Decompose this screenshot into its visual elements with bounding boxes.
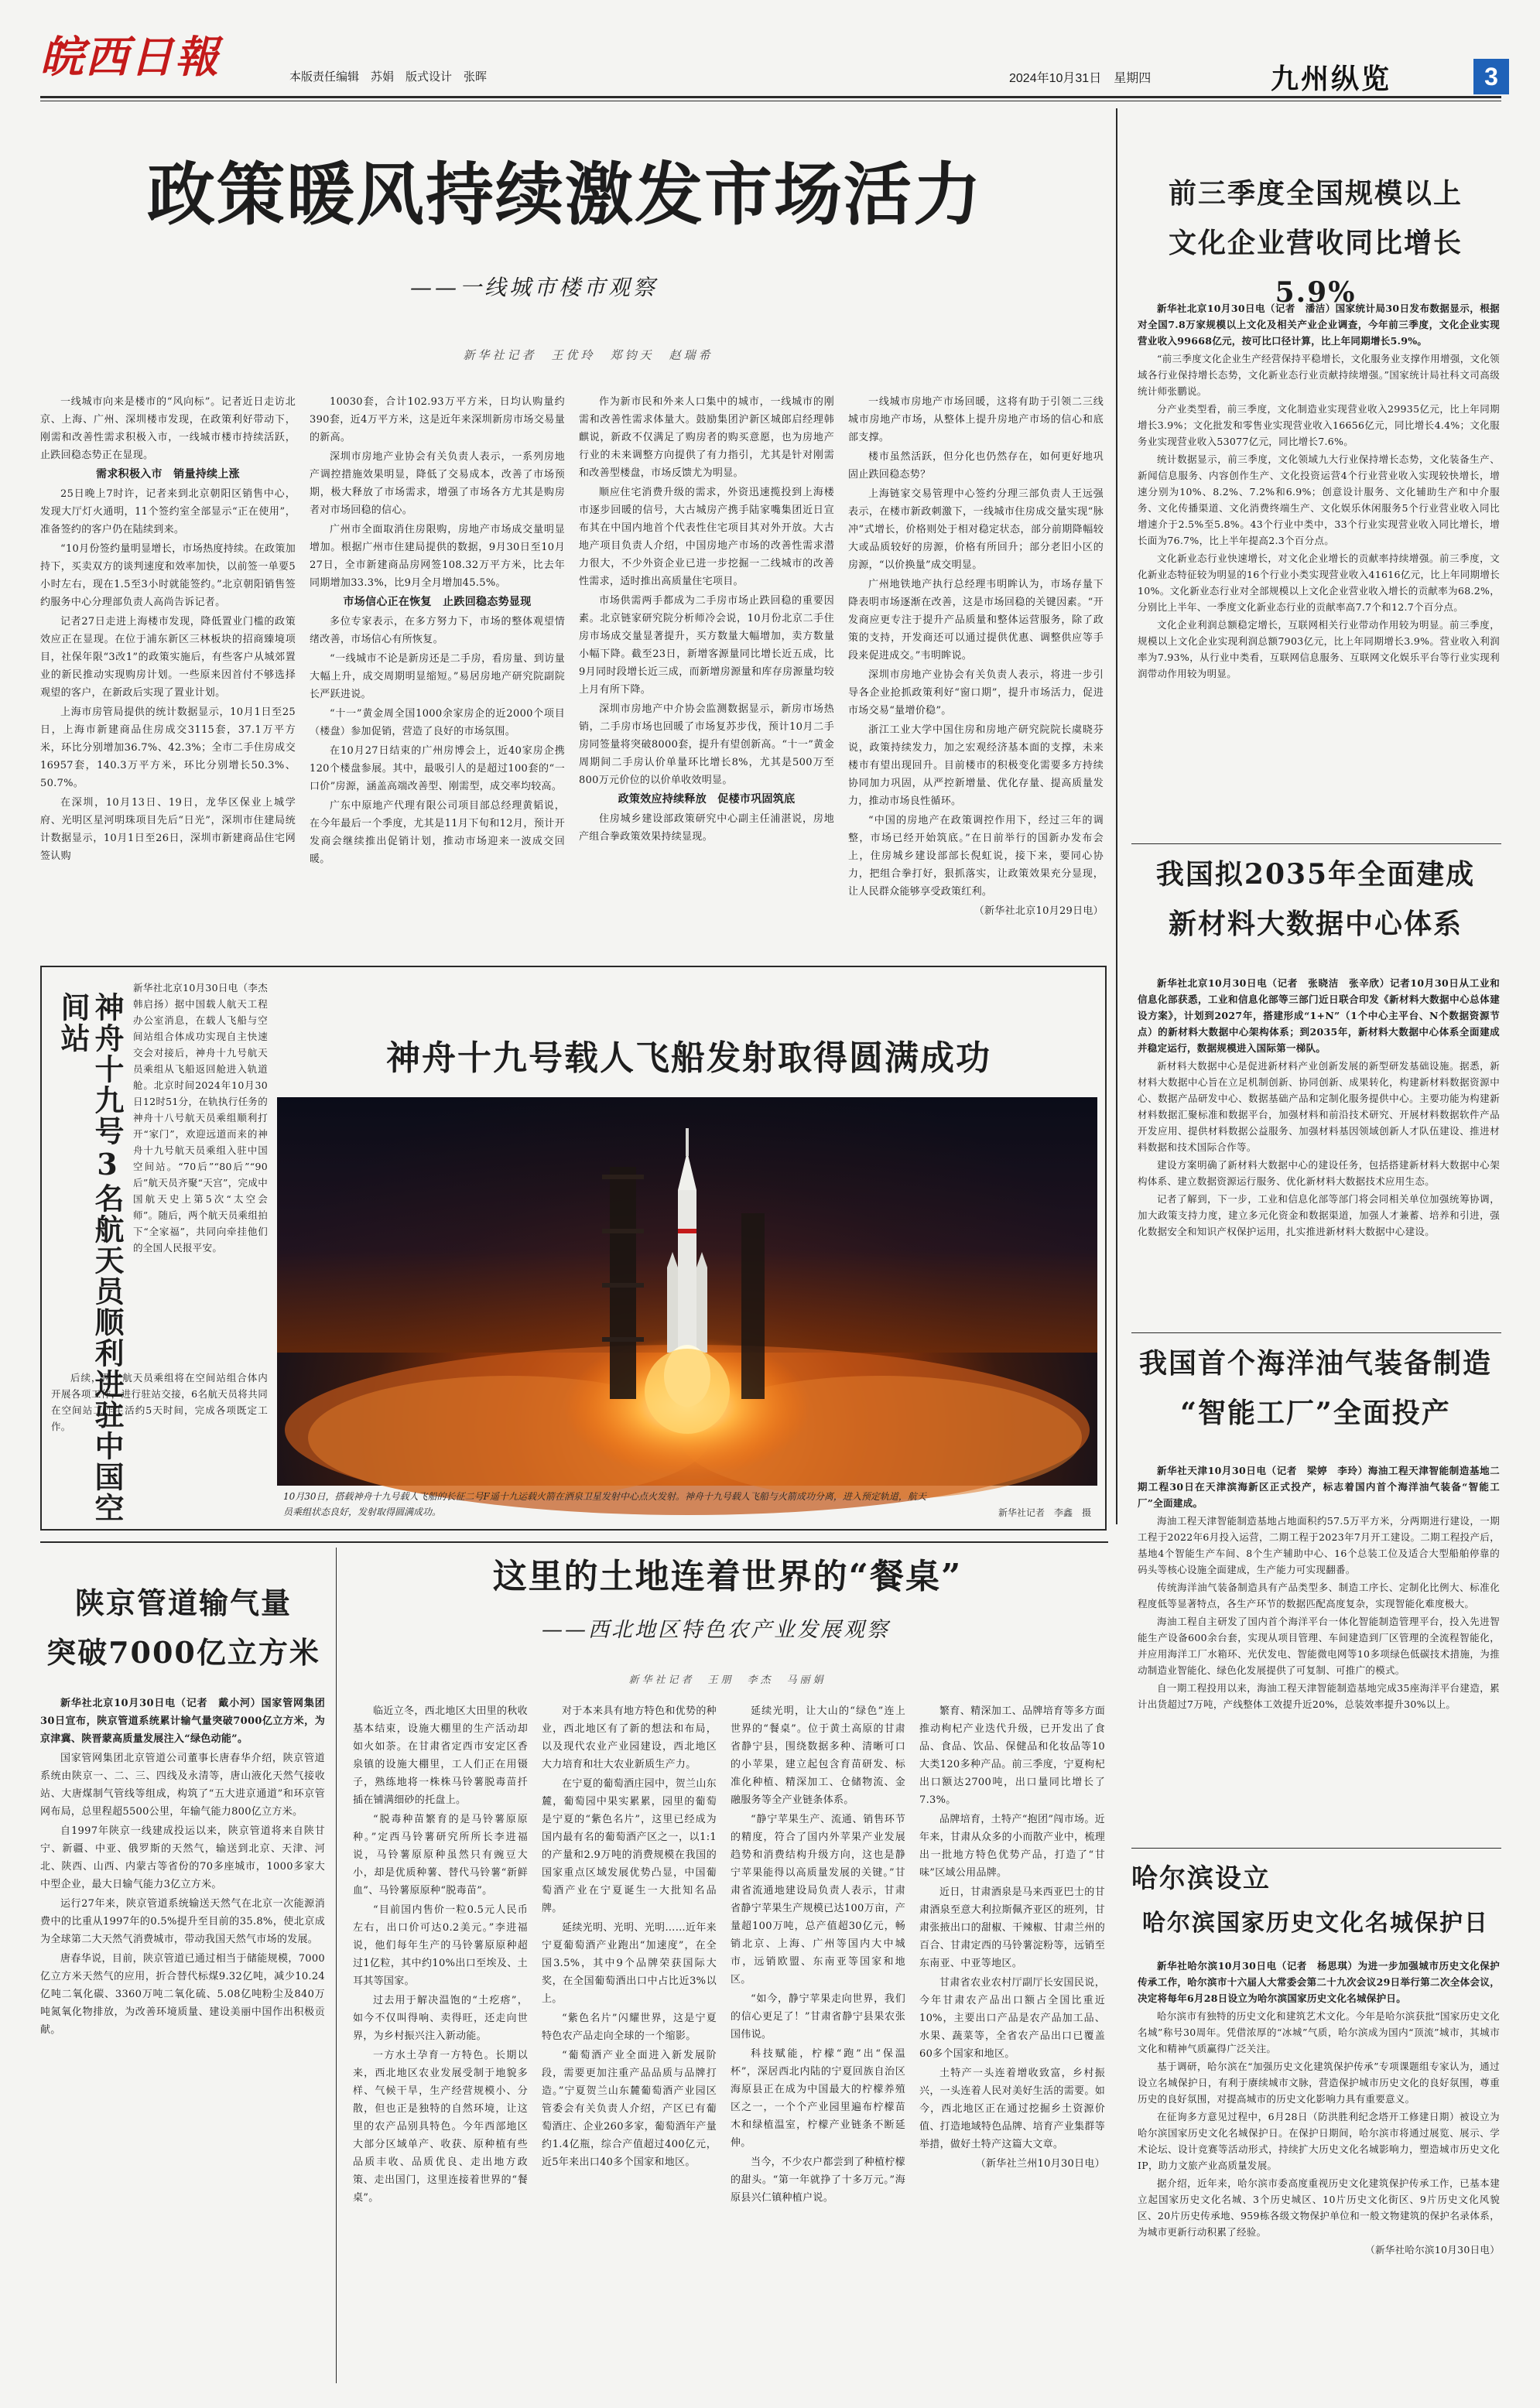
paragraph: 唐春华说，目前，陕京管道已通过相当于储能规模，7000亿立方米天然气的应用，折合替代标煤9.32亿吨，减少10.24亿吨二氧化碳、3360万吨二氧化硫、5.08亿吨粉尘及840万吨氮氧化物排放，为改善环境质量、建设美丽中国作出积极贡献。	[40, 1953, 325, 2036]
paragraph: 顺应住宅消费升级的需求，外资迅速揽投到上海楼市逐步回暖的信号，大古城房产携手陆家嘴集团近日宣布其在中国内地首个代表性住宅项目其对外开放。大古地产项目负责人介绍，中国房地产市场的改善性需求潜力很大，不少外资企业已进一步挖掘一二线城市的改善性需求，适时推出高质量住宅项目。	[579, 487, 834, 587]
lead-subheadline: ——一线城市楼市观察	[410, 275, 659, 300]
food-column-3	[731, 1702, 905, 2383]
paragraph: 品牌培育，土特产“抱团”闯市场。近年来，甘肃从众多的小而散产业中，梳理出一批地方特色优势产品，打造了“甘味”区域公用品牌。	[919, 1814, 1105, 1879]
paragraph: 建设方案明确了新材料大数据中心的建设任务，包括搭建新材料大数据中心架构体系、建立数据资源运行服务、优化新材料大数据技术应用生态。	[1138, 1159, 1500, 1187]
paragraph: 广州地铁地产执行总经理韦明眸认为，市场存量下降表明市场逐渐在改善，这是市场回稳的关键因素。“开发商应更专注于提升产品质量和整体运营服务，除了政策的支持，开发商还可以通过提供优惠、调整供应等手段来促进成交。”韦明眸说。	[848, 579, 1104, 662]
paragraph: 新华社哈尔滨10月30日电（记者 杨思琪）为进一步加强城市历史文化保护传承工作，哈尔滨市十六届人大常委会第二十九次会议29日举行第二次全体会议，决定将每年6月28日设立为哈尔滨国家历史文化名城保护日。	[1138, 1960, 1500, 2004]
lead-column-2	[310, 393, 565, 865]
right-story-3-headline	[1131, 1339, 1500, 1438]
right-story-2-headline-line2: 新材料大数据中心体系	[1168, 908, 1463, 940]
gas-story-headline-line1: 陕京管道输气量	[74, 1585, 292, 1620]
paragraph: 延续光明，让大山的“绿色”连上世界的“餐桌”。位于黄土高原的甘肃省静宁县，围绕数据多种、清晰可口的小苹果，建立起包含育苗研发、标准化种植、精深加工、仓储物流、金融服务等全产业链条体系。	[731, 1705, 905, 1806]
paragraph: 科技赋能，柠檬“跑”出“保温杯”，深居西北内陆的宁夏回族自治区海原县正在成为中国最大的柠檬养殖区之一，一个个产业园里遍布柠檬苗木和绿植温室，柠檬产业链条不断延伸。	[731, 2048, 905, 2149]
paragraph: （新华社北京10月29日电）	[974, 905, 1104, 917]
paragraph: 深圳市房地产中介协会监测数据显示，新房市场热销，二手房市场也回暖了市场复苏步伐，预计10月二手房同签量将突破8000套，提升有望创新高。“十一”黄金周期间二手房认价单量环比增长8%，尤其是500万至800万元价位的以价单收效明显。	[579, 703, 834, 786]
paragraph: 哈尔滨市有独特的历史文化和建筑艺术文化。今年是哈尔滨获批“国家历史文化名城”称号30周年。凭借浓厚的“冰城”气质，哈尔滨成为国内“顶流”城市，其城市文化和精神气质赢得广泛关注。	[1138, 2010, 1500, 2054]
issue-date: 2024年10月31日 星期四	[1009, 72, 1152, 85]
shenzhou-sidebar-body-2	[51, 1370, 268, 1524]
paragraph: “紫色名片”闪耀世界，这是宁夏特色农产品走向全球的一个缩影。	[542, 2013, 717, 2042]
paragraph: 记者27日走进上海楼市发现，降低置业门槛的政策效应正在显现。在位于浦东新区三林板块的招商臻境项目，社保年限“3改1”的政策实施后，有些客户从城郊置业的新民推动实现购房计划。一些原来因首付不够选择观望的客户，在新政后实现了置业计划。	[40, 616, 296, 699]
paragraph: 甘肃省农业农村厅副厅长安国民说，今年甘肃农产品出口额占全国比重近10%，主要出口产品是农产品加工品、水果、蔬菜等，全省农产品出口已覆盖60多个国家和地区。	[919, 1977, 1105, 2060]
paragraph: 一线城市向来是楼市的“风向标”。记者近日走访北京、上海、广州、深圳楼市发现，在政策利好带动下，刚需和改善性需求积极入市，一线城市楼市持续活跃，止跌回稳态势正在显现。	[40, 396, 296, 461]
right-story-1-headline	[1131, 169, 1500, 317]
right-story-1-headline-line2: 文化企业营收同比增长5.9%	[1168, 227, 1463, 309]
paragraph: 新材料大数据中心是促进新材料产业创新发展的新型研发基础设施。据悉，新材料大数据中心旨在立足机制创新、协同创新、成果转化，构建新材料数据资源中心、数据产品研发中心、数据基础产品和定制化服务提供中心。主要功能为构建新材料数据汇聚标准和数据平台，加强材料和前沿技术研究、开展材料数据软件产品开发应用、提供材料数据公益服务、加强材料基因领域创新人才队伍建设、推进材料数据和技术国际合作等。	[1138, 1060, 1500, 1153]
paragraph: 土特产一头连着增收致富，乡村振兴，一头连着人民对美好生活的需要。如今，西北地区正在通过挖掘乡土资源价值、打造地域特色品牌、培育产业集群等举措，做好土特产这篇大文章。	[919, 2068, 1105, 2150]
paragraph: 楼市虽然活跃，但分化也仍然存在，如何更好地巩固止跌回稳态势？	[848, 451, 1104, 481]
lead-column-1	[40, 393, 296, 950]
paragraph: 文化新业态行业快速增长，对文化企业增长的贡献率持续增强。前三季度，文化新业态特征较为明显的16个行业小类实现营业收入41616亿元，比上年同期增长10%。文化新业态行业对全部规模以上文化企业营业收入增长的贡献率为68.2%，分别比上半年、一季度文化新业态行业的贡献率高7.7个和12.7个百分点。	[1138, 552, 1500, 613]
food-byline: 新华社记者 王朋 李杰 马丽娟	[628, 1674, 826, 1686]
lead-column-3	[579, 393, 834, 950]
paragraph: 记者了解到，下一步，工业和信息化部等部门将会同相关单位加强统筹协调，加大政策支持力度，建立多元化资金和数据渠道，加强人才兼蓄、培养和引进，强化数据安全和知识产权保护运用，扎实推进新材料大数据中心建设。	[1138, 1193, 1500, 1237]
paragraph: 住房城乡建设部政策研究中心副主任浦湛说，房地产组合拳政策效果持续显现。	[579, 813, 834, 843]
section-subheading: 市场信心正在恢复 止跌回稳态势显现	[343, 596, 532, 608]
shenzhou-sidebar-body	[133, 980, 278, 1254]
paragraph: 海油工程天津智能制造基地占地面积约57.5万平方米，分两期进行建设，一期工程于2022年6月投入运营，二期工程于2023年7月开工建设。二期工程投产后，基地4个智能生产车间、8个生产辅助中心、16个总装工位及适合大型船舶停靠的码头等核心设施全面建成，生产能力可实现翻番。	[1138, 1515, 1500, 1575]
paragraph: “静宁苹果生产、流通、销售环节的精度，符合了国内外苹果产业发展趋势和消费结构升级方向，这也是静宁苹果能得以高质量发展的关键。”甘肃省流通地建设局负责人表示，甘肃省静宁苹果生产规模已达100万亩，产量超100万吨，总产值超30亿元，畅销北京、上海、广州等国内大中城市，远销欧盟、东南亚等国家和地区。	[731, 1814, 905, 1986]
paragraph: 一方水土孕育一方特色。长期以来，西北地区农业发展受制于地貌多样、气候干旱，生产经营规模小、分散，但也正是独特的自然环境，让这里的农产品别具特色。今年西部地区大部分区域单产、收获、原种植有些品质丰收、品质优良、走出地方政策、走出国门，这里连接着世界的“餐桌”。	[353, 2050, 528, 2204]
paragraph: “前三季度文化企业生产经营保持平稳增长，文化服务业支撑作用增强，文化领域各行业保持增长态势，文化新业态行业贡献持续增强。”国家统计局社科文司高级统计师张鹏说。	[1138, 353, 1500, 397]
shenzhou-photo-caption: 10月30日，搭载神舟十九号载人飞船的长征二号F遥十九运载火箭在酒泉卫星发射中心点火发射。神舟十九号载人飞船与火箭成功分离，进入预定轨道，航天员乘组状态良好，发射取得圆满成功。	[283, 1491, 926, 1517]
paragraph: 当今，不少农户都尝到了种植柠檬的甜头。“第一年就挣了十多万元。”海原县兴仁镇种植户说。	[731, 2157, 905, 2204]
paragraph: 繁育、精深加工、品牌培育等多方面推动枸杞产业迭代升级，已开发出了食品、食品、饮品、保健品和化妆品等10大类120多种产品。前三季度，宁夏枸杞出口额达2700吨，出口量同比增长了7.3%。	[919, 1705, 1105, 1806]
food-column-4	[919, 1702, 1105, 2383]
paragraph: （新华社哈尔滨10月30日电）	[1365, 2244, 1500, 2256]
paragraph: “十一”黄金周全国1000余家房企的近2000个项目（楼盘）参加促销，营造了良好的市场氛围。	[310, 708, 565, 737]
paragraph: 深圳市房地产业协会有关负责人表示，一系列房地产调控措施效果明显，降低了交易成本，改善了市场预期，极大释放了市场需求，增强了市场各方尤其是购房者对市场回稳的信心。	[310, 451, 565, 516]
right-column-divider	[1116, 108, 1117, 1524]
paragraph: 传统海洋油气装备制造具有产品类型多、制造工序长、定制化比例大、标准化程度低等显著特点，各生产环节的数据匹配高度复杂，实现智能化难度极大。	[1138, 1582, 1500, 1609]
shenzhou-sidebar-para-1: 新华社北京10月30日电（李杰 韩启扬）据中国载人航天工程办公室消息，在载人飞船与空间站组合体成功实现自主快速交会对接后，神舟十九号航天员乘组从飞船返回舱进入轨道舱。北京时间2024年10月30日12时51分，在轨执行任务的神舟十八号航天员乘组顺利打开“家门”，欢迎远道而来的神舟十九号航天员乘组入驻中国空间站。“70后”“80后”“90后”航天员齐聚“天宫”，完成中国航天史上第5次“太空会师”。随后，两个航天员乘组拍下“全家福”，共同向牵挂他们的全国人民报平安。	[133, 982, 278, 1254]
section-subheading: 政策效应持续释放 促楼市巩固筑底	[618, 793, 796, 806]
paragraph: （新华社兰州10月30日电）	[975, 2158, 1105, 2170]
paragraph: 新华社北京10月30日电（记者 潘洁）国家统计局30日发布数据显示，根据对全国7.8万家规模以上文化及相关产业企业调查，今年前三季度，文化企业实现营业收入99668亿元，按可比口径计算，比上年同期增长5.9%。	[1138, 303, 1500, 347]
right-story-4-body	[1138, 1958, 1500, 2391]
paragraph: 广东中原地产代理有限公司项目部总经理黄韬说，在今年最后一个季度，尤其是11月下旬和12月，预计开发商会继续推出促销计划，推动市场迎来一波成交回暖。	[310, 800, 565, 865]
paragraph: “10月份签约量明显增长，市场热度持续。在政策加持下，买卖双方的谈判速度和效率加快，以前签一单要5小时左右，现在1.5至3小时就能签约。”北京朝阳销售签约服务中心分理部负责人高尚告诉记者。	[40, 543, 296, 608]
paragraph: 自一期工程投用以来，海油工程天津智能制造基地完成35座海洋平台建造，累计出货超过7万吨，产线整体工效提升近20%，总装效率提升30%以上。	[1138, 1682, 1500, 1710]
paragraph: 市场供需两手都成为二手房市场止跌回稳的重要因素。北京链家研究院分析师冷会说，10月份北京二手住房市场成交量显著提升，买方数量大幅增加，卖方数量小幅下降。截至23日，新增客源量同比增长近五成，比9月同时段增长近三成，而新增房源量和库存房源量均较上月有所下降。	[579, 595, 834, 696]
paragraph: 过去用于解决温饱的“土疙瘩”，如今不仅叫得响、卖得旺，还走向世界，为乡村振兴注入新动能。	[353, 1995, 528, 2042]
gas-story-headline	[40, 1579, 327, 1678]
paragraph: 在征询多方意见过程中，6月28日（防洪胜利纪念塔开工修建日期）被设立为哈尔滨国家历史文化名城保护日。在保护日期间，哈尔滨市将通过展览、展示、学术论坛、设计竞赛等活动形式，持续扩大历史文化名城影响力，塑造城市历史文化IP，助力文旅产业高质量发展。	[1138, 2111, 1500, 2171]
paragraph: 作为新市民和外来人口集中的城市，一线城市的刚需和改善性需求体量大。鼓励集团沪新区城郎启经理韩麒说，新政不仅满足了购房者的购买意愿，也为房地产行业的未来调整方向提供了有力指引，尤其是针对刚需和改善型楼盘，市场反馈尤为明显。	[579, 396, 834, 479]
paragraph: “脱毒种苗繁育的是马铃薯原原种。”定西马铃薯研究所所长李进福说，马铃薯原原种虽然只有豌豆大小，却是优质种薯、替代马铃薯“新鲜血”、马铃薯原原种“脱毒苗”。	[353, 1814, 528, 1897]
paragraph: 在宁夏的葡萄酒庄园中，贺兰山东麓，葡萄园中果实累累，园里的葡萄是宁夏的“紫色名片”，这里已经成为国内最有名的葡萄酒产区之一，以1:1的产量和2.9万吨的消费规模在我国的国家重点区域发展优势凸显，中国葡萄酒产业在宁夏诞生一大批知名品牌。	[542, 1778, 717, 1914]
paragraph: 海油工程自主研发了国内首个海洋平台一体化智能制造管理平台，投入先进智能生产设备600余台套，实现从项目管理、车间建造到厂区管理的全流程智能化，并应用海洋工厂水箱环、光伏发电、智能微电网等10多项绿色低碳技术措施，为推动制造业智能化、绿色化发展提供了可复制、可推广的模式。	[1138, 1616, 1500, 1676]
paragraph: 上海市房管局提供的统计数据显示，10月1日至25日，上海市新建商品住房成交3115套，37.1万平方米，环比分别增加36.7%、42.3%；全市二手住房成交16957套，140.3万平方米，环比分别增长50.3%、50.7%。	[40, 706, 296, 789]
paragraph: 在深圳，10月13日、19日，龙华区保业上城学府、光明区星河明珠项目先后“日光”，深圳市住建局统计数据显示，10月1日至26日，深圳市新建商品住宅网签认购	[40, 797, 296, 862]
right-story-2-headline-line1: 我国拟2035年全面建成	[1155, 858, 1476, 891]
masthead-rule	[40, 96, 1501, 98]
rocket-launch-photo	[277, 1097, 1097, 1486]
paragraph: 10030套，合计102.93万平方米，日均认购量约390套，近4万平方米，这是近年来深圳新房市场交易量的新高。	[310, 396, 565, 443]
masthead	[40, 22, 1501, 107]
paragraph: 运行27年来，陕京管道系统输送天然气在北京一次能源消费中的比重从1997年的0.5%提升至目前的35.8%，使北京成为全球第二大天然气消费城市，带动我国天然气市场的发展。	[40, 1898, 325, 1945]
editor-credits: 本版责任编辑 苏娟 版式设计 张晖	[289, 70, 488, 84]
food-column-2	[542, 1702, 717, 2383]
right-story-3-headline-line2: “智能工厂”全面投产	[1180, 1397, 1451, 1429]
right-story-4-headline-line2: 哈尔滨国家历史文化名城保护日	[1142, 1910, 1489, 1937]
right-story-2-headline	[1131, 850, 1500, 949]
paragraph: 据介绍，近年来，哈尔滨市委高度重视历史文化建筑保护传承工作，已基本建立起国家历史文化名城、3个历史城区、10片历史文化街区、9片历史文化风貌区、20片历史传承地、959栋各级文物保护单位和一般文物建筑的保护名录体系，为城市更新行动积累了经验。	[1138, 2177, 1500, 2238]
paragraph: 新华社北京10月30日电（记者 张晓洁 张辛欣）记者10月30日从工业和信息化部获悉，工业和信息化部等三部门近日联合印发《新材料大数据中心总体建设方案》，计划到2027年，搭建形成“1+N”（1个中心主平台、N个数据资源节点）的新材料大数据中心架构体系；到2035年，新材料大数据中心体系全面建成并稳定运行，数据规模进入国际第一梯队。	[1138, 977, 1500, 1054]
lead-byline: 新华社记者 王优玲 郑钧天 赵瑞希	[463, 348, 714, 362]
newspaper-logo: 皖西日報	[40, 32, 220, 83]
gas-story-headline-line2: 突破7000亿立方米	[46, 1635, 320, 1670]
paragraph: 25日晚上7时许，记者来到北京朝阳区销售中心，发现大厅灯火通明，11个签约室全部显示“正在使用”，准备签约的客户仍在陆续到来。	[40, 488, 296, 535]
right-story-4-headline-line1: 哈尔滨设立	[1131, 1863, 1271, 1894]
paragraph: 对于本来具有地方特色和优势的种业，西北地区有了新的想法和布局，以及现代农业产业园建设，西北地区大力培育和壮大农业新质生产力。	[542, 1705, 717, 1770]
paragraph: 一线城市房地产市场回暖，这将有助于引领二三线城市房地产市场，从整体上提升房地产市场的信心和底部支撑。	[848, 396, 1104, 443]
rocket-launch-illustration	[277, 1097, 1097, 1486]
paragraph: 文化企业利润总额稳定增长，互联网相关行业带动作用较为明显。前三季度，规模以上文化企业实现利润总额7903亿元，比上年同期增长3.9%。营业收入利润率为7.93%，从行业中类看，互联网信息服务、互联网文化娱乐平台等行业实现利润带动作用较为明显。	[1138, 619, 1500, 679]
paragraph: 延续光明、光明、光明……近年来宁夏葡萄酒产业跑出“加速度”，在全国3.5%，其中9个品牌荣获国际大奖，在全国葡萄酒出口中占比近3%以上。	[542, 1922, 717, 2005]
right-story-3-headline-line1: 我国首个海洋油气装备制造	[1138, 1347, 1492, 1380]
paragraph: 广州市全面取消住房限购，房地产市场成交量明显增加。根据广州市住建局提供的数据，9月30日至10月27日，全市新建商品房网签108.32万平方米，比去年同期增加33.3%，比9月全月增加45.5%。	[310, 524, 565, 589]
paragraph: “如今，静宁苹果走向世界，我们的信心更足了！”甘肃省静宁县果农张国伟说。	[731, 1993, 905, 2040]
paragraph: 上海链家交易管理中心签约分理三部负责人王远强表示，在楼市新政刺激下，一线城市住房成交量实现“脉冲”式增长，价格则处于相对稳定状态，部分前期降幅较大或品质较好的房源，价格有所回升；部分老旧小区的房源，“以价换量”成交明显。	[848, 488, 1104, 571]
paragraph: 近日，甘肃酒泉是马来西亚巴士的甘肃酒泉至意大利拉斯佩齐亚区的班列，甘肃张掖出口的甜椒、干辣椒、甘肃兰州的百合、甘肃定西的马铃薯淀粉等，远销至东南亚、中亚等地区。	[919, 1886, 1105, 1969]
food-headline: 这里的土地连着世界的“餐桌”	[492, 1557, 963, 1596]
section-title: 九州纵览	[1271, 63, 1392, 95]
shenzhou-sidebar-para-2: 后续，两个航天员乘组将在空间站组合体内开展各项工作，进行驻站交接，6名航天员将共同在空间站工作生活约5天时间，完成各项既定工作。	[51, 1372, 268, 1432]
paragraph: 新华社北京10月30日电（记者 戴小河）国家管网集团30日宣布，陕京管道系统累计输气量突破7000亿立方米，为京津冀、陕晋蒙高质量发展注入“绿色动能”。	[40, 1698, 325, 1745]
paragraph: “目前国内售价一粒0.5元人民币左右，出口价可达0.2美元。”李进福说，他们每年生产的马铃薯原原种超过1亿粒，其中约10%出口至埃及、土耳其等国家。	[353, 1904, 528, 1987]
right-story-1-headline-line1: 前三季度全国规模以上	[1168, 177, 1463, 210]
food-subheadline: ——西北地区特色农产业发展观察	[542, 1618, 890, 1642]
shenzhou-photo-credit: 新华社记者 李鑫 摄	[998, 1507, 1091, 1518]
gas-food-divider	[336, 1548, 337, 2383]
lead-headline: 政策暖风持续激发市场活力	[146, 154, 983, 234]
paragraph: 临近立冬，西北地区大田里的秋收基本结束，设施大棚里的生产活动却如火如荼。在甘肃省定西市安定区香泉镇的设施大棚里，工人们正在用镊子，熟练地将一株株马铃薯脱毒苗扦插在铺满细砂的托盘上。	[353, 1705, 528, 1806]
food-column-1	[353, 1702, 528, 2383]
paragraph: 新华社天津10月30日电（记者 梁婷 李玲）海油工程天津智能制造基地二期工程30日在天津滨海新区正式投产，标志着国内首个海洋油气装备“智能工厂”全面建成。	[1138, 1465, 1500, 1509]
paragraph: 多位专家表示，在多方努力下，市场的整体观望情绪改善，市场信心有所恢复。	[310, 616, 565, 645]
paragraph: “中国的房地产在政策调控作用下，经过三年的调整，市场已经开始筑底。”在日前举行的国新办发布会上，住房城乡建设部部长倪虹说，接下来，要同心协力，把组合拳打好，狠抓落实，让政策效果充分显现，让人民群众能够享受政策红利。	[848, 815, 1104, 898]
shenzhou-sidebar-title: 神舟十九号3名航天员顺利进驻中国空间站	[56, 992, 125, 1524]
right-story-1-body	[1138, 300, 1500, 857]
paragraph: 基于调研，哈尔滨在“加强历史文化建筑保护传承”专项课题组专家认为，通过设立名城保护日，有利于赓续城市文脉，营造保护城市历史文化的良好氛围，尊重历史的良好氛围，对提高城市的历史文化影响力具有重要意义。	[1138, 2061, 1500, 2105]
right-story-3-body	[1138, 1462, 1500, 1832]
page-number-badge: 3	[1473, 59, 1509, 94]
paragraph: 浙江工业大学中国住房和房地产研究院院长虞晓芬说，政策持续发力，加之宏观经济基本面的支撑，未来楼市有望出现回升。目前楼市的积极变化需要多方持续协同加力巩固，从严控新增量、优化存量、提高质量发力，推动市场良性循环。	[848, 724, 1104, 807]
paragraph: 在10月27日结束的广州房博会上，近40家房企携120个楼盘参展。其中，最吸引人的是超过100套的“一口价”房源，涵盖高端改善型、刚需型，成交率均较高。	[310, 745, 565, 792]
right-story-2-body	[1138, 975, 1500, 1315]
paragraph: “葡萄酒产业全面进入新发展阶段，需要更加注重产品品质与品牌打造。”宁夏贺兰山东麓葡萄酒产业园区管委会有关负责人介绍，产区已有葡萄酒庄、企业260多家，葡萄酒年产量约1.4亿瓶，综合产值超过400亿元，近5年来出口40多个国家和地区。	[542, 2050, 717, 2168]
paragraph: 统计数据显示，前三季度，文化领域九大行业保持增长态势，文化装备生产、新闻信息服务、内容创作生产、文化投资运营4个行业营业收入实现较快增长，增速分别为10%、8.2%、7.2%和6.9%；创意设计服务、文化辅助生产和中介服务、文化传播渠道、文化消费终端生产、文化娱乐休闲服务5个行业营业收入同比增速介于2.5%至5.8%。43个行业中类中，33个行业实现营业收入同比增长，增长面为76.7%，比上半年提高2.3个百分点。	[1138, 453, 1500, 546]
paragraph: 自1997年陕京一线建成投运以来，陕京管道将来自陕甘宁、新疆、中亚、俄罗斯的天然气，输送到北京、天津、河北、陕西、山西、内蒙古等省份的70多座城市，1000多家大中型企业，最大日输气能力3亿立方米。	[40, 1825, 325, 1890]
right-story-4-headline	[1131, 1856, 1500, 1945]
paragraph: “一线城市不论是新房还是二手房，看房量、到访量大幅上升，成交周期明显缩短。”易居房地产研究院副院长严跃进说。	[310, 653, 565, 700]
paragraph: 深圳市房地产业协会有关负责人表示，将进一步引导各企业抢抓政策利好“窗口期”，提升市场活力，促进市场交易“量增价稳”。	[848, 669, 1104, 717]
section-subheading: 需求积极入市 销量持续上涨	[96, 468, 240, 481]
gas-story-body	[40, 1695, 325, 2383]
paragraph: 分产业类型看，前三季度，文化制造业实现营业收入29935亿元，比上年同期增长3.9%；文化批发和零售业实现营业收入16656亿元，同比增长4.4%；文化服务业实现营业收入53077亿元，同比增长7.6%。	[1138, 403, 1500, 447]
shenzhou-headline: 神舟十九号载人飞船发射取得圆满成功	[386, 1038, 991, 1078]
lead-column-4	[848, 393, 1104, 950]
paragraph: 国家管网集团北京管道公司董事长唐春华介绍，陕京管道系统由陕京一、二、三、四线及永清等，唐山液化天然气接收站、大唐煤制气管线等组成，构筑了“五大进京通道”和环京管网布局，总里程超5500公里，年输气能力800亿立方米。	[40, 1753, 325, 1818]
